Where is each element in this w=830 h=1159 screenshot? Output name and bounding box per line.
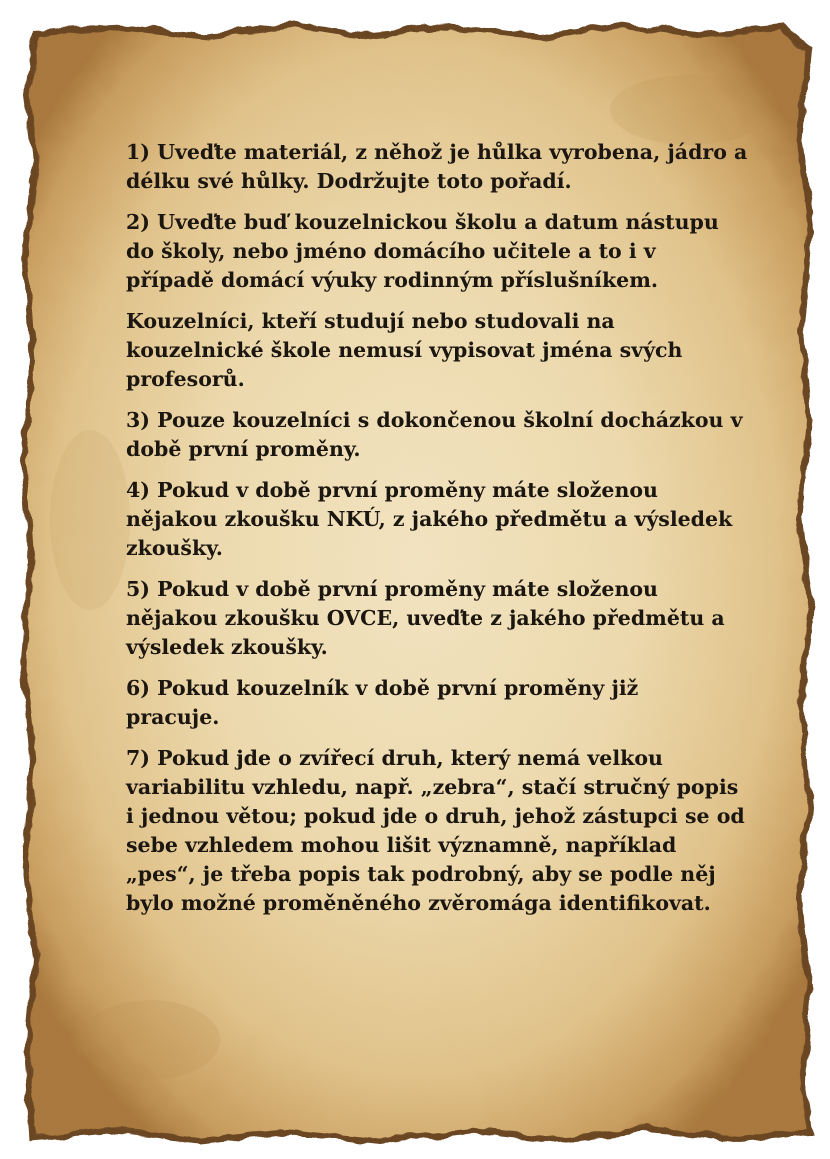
text-line: délku své hůlky. Dodržujte toto pořadí. [126, 169, 572, 193]
text-line: zkoušky. [126, 536, 223, 560]
text-line: nějakou zkoušku OVCE, uveďte z jakého předmětu a [126, 606, 725, 630]
rule-2-note-paragraph [126, 307, 766, 394]
text-line: 5) Pokud v době první proměny máte složenou [126, 577, 658, 601]
text-line: 2) Uveďte buď kouzelnickou školu a datum nástupu [126, 210, 719, 234]
text-line: případě domácí výuky rodinným příslušníkem. [126, 268, 659, 292]
rule-1-paragraph [126, 138, 766, 196]
text-line: i jednou větou; pokud jde o druh, jehož zástupci se od [126, 804, 745, 828]
text-line: 7) Pokud jde o zvířecí druh, který nemá velkou [126, 746, 663, 770]
text-line: 6) Pokud kouzelník v době první proměny již [126, 676, 639, 700]
text-line: sebe vzhledem mohou lišit významně, například [126, 833, 677, 857]
rule-4-paragraph [126, 476, 766, 563]
rule-2-paragraph [126, 208, 766, 295]
text-line: „pes“, je třeba popis tak podrobný, aby se podle něj [126, 862, 716, 886]
text-line: variabilitu vzhledu, např. „zebra“, stačí stručný popis [126, 775, 739, 799]
rule-6-paragraph [126, 674, 766, 732]
text-line: pracuje. [126, 705, 220, 729]
text-line: kouzelnické škole nemusí vypisovat jména svých [126, 338, 683, 362]
text-line: bylo možné proměněného zvěromága identifikovat. [126, 891, 711, 915]
text-line: profesorů. [126, 367, 245, 391]
text-line: 3) Pouze kouzelníci s dokončenou školní docházkou v [126, 408, 743, 432]
text-line: době první proměny. [126, 437, 361, 461]
text-line: 4) Pokud v době první proměny máte složenou [126, 478, 658, 502]
rules-text [126, 138, 766, 930]
text-line: 1) Uveďte materiál, z něhož je hůlka vyrobena, jádro a [126, 140, 748, 164]
text-line: výsledek zkoušky. [126, 635, 328, 659]
rule-7-paragraph [126, 744, 766, 918]
text-line: Kouzelníci, kteří studují nebo studovali na [126, 309, 615, 333]
text-line: nějakou zkoušku NKÚ, z jakého předmětu a výsledek [126, 507, 733, 531]
rule-3-paragraph [126, 406, 766, 464]
text-line: do školy, nebo jméno domácího učitele a to i v [126, 239, 656, 263]
rule-5-paragraph [126, 575, 766, 662]
